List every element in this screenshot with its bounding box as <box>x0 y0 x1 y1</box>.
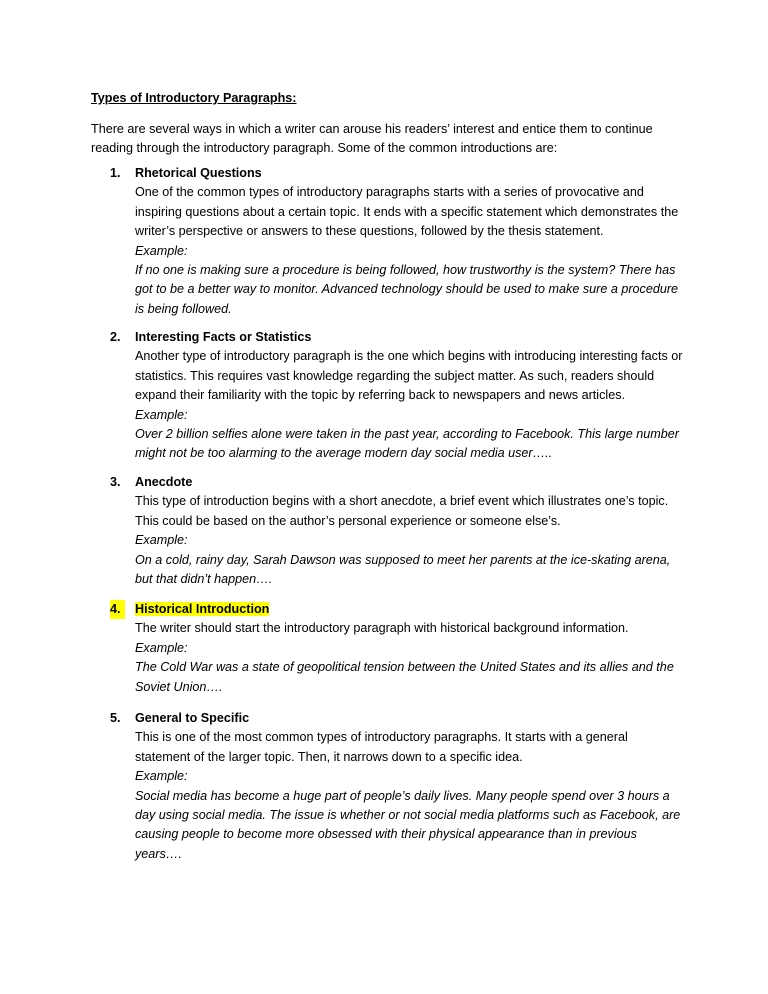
example-text: Social media has become a huge part of people’s daily lives. Many people spend over 3 hours a day using social media. The issue is whether or not social media platforms such as Facebook, are causing people to become more obsessed with their physical appearance than in previous years…. <box>135 788 681 861</box>
list-item <box>110 473 685 589</box>
example-label: Example: <box>135 640 188 655</box>
example-label: Example: <box>135 769 188 784</box>
list-item <box>110 709 685 864</box>
intro-paragraph: There are several ways in which a writer can arouse his readers’ interest and entice them to continue reading through the introductory paragraph. Some of the common introductions are: <box>91 122 653 156</box>
page-title: Types of Introductory Paragraphs: <box>91 91 297 105</box>
section-body: This type of introduction begins with a short anecdote, a brief event which illustrates one’s topic. This could be based on the author’s personal experience or someone else’s. <box>135 494 669 528</box>
list-item <box>110 328 685 464</box>
list-item-number: 1. <box>110 166 121 180</box>
list-item-number: 5. <box>110 711 121 725</box>
example-label: Example: <box>135 533 188 548</box>
section-body: The writer should start the introductory paragraph with historical background information. <box>135 621 629 636</box>
section-heading: Interesting Facts or Statistics <box>135 330 312 344</box>
section-heading: Rhetorical Questions <box>135 166 262 180</box>
list-item-number: 2. <box>110 330 121 344</box>
list-item <box>110 164 685 319</box>
section-body: One of the common types of introductory paragraphs starts with a series of provocative and inspiring questions about a certain topic. It ends with a specific statement which demonstrates the writer’s perspective or answers to these questions, followed by the thesis statement. <box>135 185 679 239</box>
section-heading-highlighted: Historical Introduction <box>135 602 270 616</box>
section-body: Another type of introductory paragraph is the one which begins with introducing interesting facts or statistics. This requires vast knowledge regarding the subject matter. As such, readers should expand their familiarity with the topic by referring back to newspapers and news articles. <box>135 349 683 403</box>
section-heading: Anecdote <box>135 475 193 489</box>
example-label: Example: <box>135 243 188 258</box>
section-body: This is one of the most common types of introductory paragraphs. It starts with a general statement of the larger topic. Then, it narrows down to a specific idea. <box>135 730 628 764</box>
example-label: Example: <box>135 407 188 422</box>
example-text: If no one is making sure a procedure is being followed, how trustworthy is the system? There has got to be a better way to monitor. Advanced technology should be used to make sure a procedure is being followed. <box>135 263 679 316</box>
example-text: The Cold War was a state of geopolitical tension between the United States and its allies and the Soviet Union…. <box>135 660 674 694</box>
list-item-number: 3. <box>110 475 121 489</box>
list-item <box>110 600 685 697</box>
list-item-number: 4. <box>110 600 125 619</box>
section-heading: General to Specific <box>135 711 250 725</box>
example-text: On a cold, rainy day, Sarah Dawson was supposed to meet her parents at the ice-skating arena, but that didn’t happen…. <box>135 552 671 587</box>
example-text: Over 2 billion selfies alone were taken in the past year, according to Facebook. This large number might not be too alarming to the average modern day social media user….. <box>135 427 679 461</box>
